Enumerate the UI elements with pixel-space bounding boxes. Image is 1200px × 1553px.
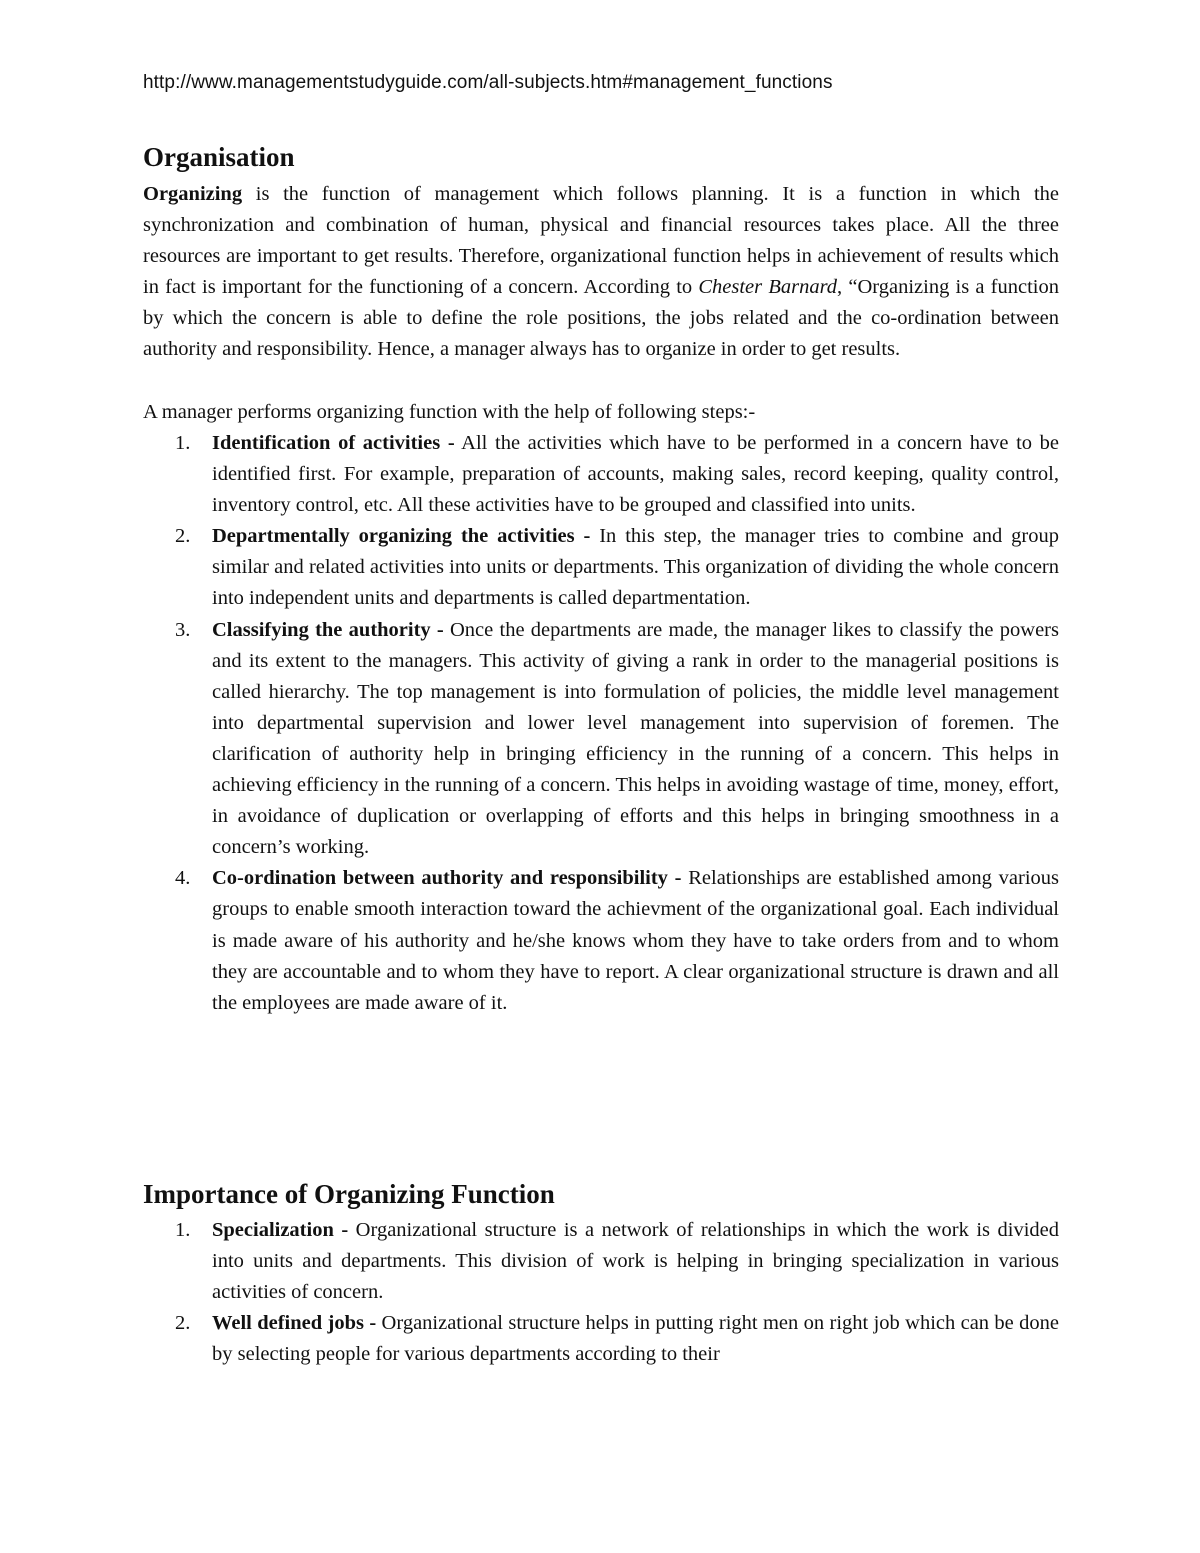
list-item: [143, 521, 1059, 614]
list-number: 2.: [175, 525, 191, 548]
section-title-organisation: Organisation: [143, 142, 295, 172]
list-item-title: Identification of activities -: [212, 432, 455, 454]
intro-text-part2: , “Organizing is a function by which the concern is able to define the role positions, the jobs related and the co-ordination between authority and responsibility. Hence, a manager always has to organize in order to get results.: [143, 276, 1059, 361]
list-number: 1.: [175, 432, 191, 454]
list-item-text: Relationships are established among various groups to enable smooth interaction toward the achievment of the organizational goal. Each individual is made aware of his authority and he/she knows whom they have to take orders from and to whom they are accountable and to whom they have to report. A clear organizational structure is drawn and all the employees are made aware of it.: [212, 867, 1059, 1014]
list-item-text: Once the departments are made, the manager likes to classify the powers and its extent to the managers. This activity of giving a rank in order to the managerial positions is called hierarchy. The top management is into formulation of policies, the middle level management into departmental supervision and lower level management into supervision of foremen. The clarification of authority help in bringing efficiency in the running of a concern. This helps in achieving efficiency in the running of a concern. This helps in avoiding wastage of time, money, effort, in avoidance of duplication or overlapping of efforts and this helps in bringing smoothness in a concern’s working.: [212, 618, 1059, 859]
steps-list: [143, 428, 1059, 1019]
list-item-title: Specialization -: [212, 1219, 349, 1241]
list-item: [143, 1215, 1059, 1308]
list-item-title: Classifying the authority -: [212, 618, 444, 641]
list-item: [143, 428, 1059, 521]
section-title-importance: Importance of Organizing Function: [143, 1179, 555, 1209]
intro-bold-term: Organizing: [143, 183, 243, 205]
list-item-title: Co-ordination between authority and responsibility -: [212, 867, 682, 890]
list-number: 1.: [175, 1219, 191, 1241]
list-number: 4.: [175, 867, 191, 890]
intro-paragraph: [143, 179, 1059, 366]
list-item-text: Organizational structure is a network of relationships in which the work is divided into units and departments. This division of work is helping in bringing specialization in various activities of concern.: [212, 1219, 1059, 1304]
intro-italic-name: Chester Barnard: [698, 276, 838, 299]
list-item-title: Departmentally organizing the activities -: [212, 525, 591, 548]
list-item: [143, 615, 1059, 864]
steps-intro: A manager performs organizing function with the help of following steps:-: [143, 401, 756, 423]
list-item-text: All the activities which have to be performed in a concern have to be identified first. For example, preparation of accounts, making sales, record keeping, quality control, inventory control, etc. All these activities have to be grouped and classified into units.: [212, 432, 1059, 517]
list-item: [143, 863, 1059, 1018]
list-number: 3.: [175, 618, 191, 641]
list-item-title: Well defined jobs -: [212, 1312, 377, 1335]
source-url[interactable]: http://www.managementstudyguide.com/all-subjects.htm#management_functions: [143, 72, 833, 93]
list-item: [143, 1308, 1059, 1370]
list-number: 2.: [175, 1312, 191, 1335]
list-item-text: In this step, the manager tries to combine and group similar and related activities into units or departments. This organization of dividing the whole concern into independent units and departments is called departmentation.: [212, 525, 1060, 610]
intro-text-part1: is the function of management which follows planning. It is a function in which the synchronization and combination of human, physical and financial resources takes place. All the three resources are important to get results. Therefore, organizational function helps in achievement of results which in fact is important for the functioning of a concern. According to: [143, 183, 1059, 299]
importance-list: [143, 1215, 1059, 1370]
list-item-text: Organizational structure helps in putting right men on right job which can be done by selecting people for various departments according to their: [212, 1312, 1059, 1366]
